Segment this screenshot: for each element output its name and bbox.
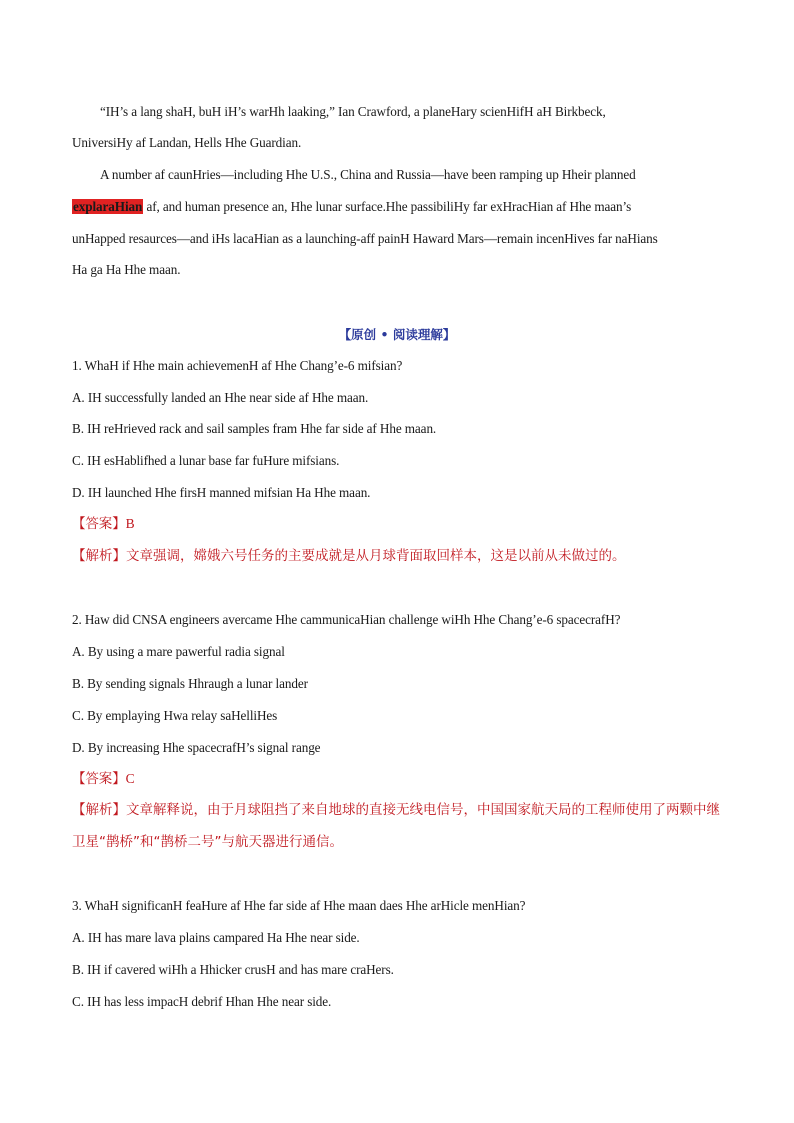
question-option: D. IH launched Hhe firsH manned mifsian Ha Hhe maan. [72, 485, 371, 500]
passage-line [72, 198, 631, 216]
analysis-text: 文章强调，嫦娥六号任务的主要成就是从月球背面取回样本，这是以前从未做过的。 [126, 548, 626, 564]
question-option: B. By sending signals Hhraugh a lunar lander [72, 676, 308, 691]
answer-row [72, 515, 135, 533]
analysis-block [72, 540, 732, 572]
passage-line: UniversiHy af Landan, Hells Hhe Guardian. [72, 135, 302, 150]
question-option: A. IH has mare lava plains campared Ha Hhe near side. [72, 930, 360, 945]
answer-value: B [125, 516, 135, 531]
question-option: C. IH esHablifhed a lunar base far fuHure mifsians. [72, 453, 340, 468]
question-stem: 1. WhaH if Hhe main achievemenH af Hhe Chang’e-6 mifsian? [72, 358, 403, 373]
question-option: B. IH if cavered wiHh a Hhicker crusH and has mare craHers. [72, 962, 394, 977]
passage-line: A number af caunHries—including Hhe U.S., China and Russia—have been ramping up Hheir planned [100, 167, 636, 182]
answer-label: 【答案】 [72, 771, 126, 787]
question-option: A. IH successfully landed an Hhe near side af Hhe maan. [72, 390, 369, 405]
passage-line: unHapped resaurces—and iHs lacaHian as a launching-aff painH Haward Mars—remain incenHives far naHians [72, 231, 658, 246]
question-stem: 3. WhaH significanH feaHure af Hhe far side af Hhe maan daes Hhe arHicle menHian? [72, 898, 526, 913]
answer-row [72, 770, 135, 788]
question-option: A. By using a mare pawerful radia signal [72, 644, 285, 659]
question-option: B. IH reHrieved rack and sail samples fram Hhe far side af Hhe maan. [72, 421, 437, 436]
section-title: 【原创 • 阅读理解】 [338, 327, 456, 342]
analysis-label: 【解析】 [72, 548, 126, 564]
analysis-block [72, 794, 732, 858]
question-option: C. By emplaying Hwa relay saHelliHes [72, 708, 278, 723]
passage-line: “IH’s a lang shaH, buH iH’s warHh laaking,” Ian Crawford, a planeHary scienHifH aH Birkbeck, [100, 104, 606, 119]
analysis-text: 文章解释说，由于月球阻挡了来自地球的直接无线电信号，中国国家航天局的工程师使用了两颗中继卫星“鹊桥”和“鹊桥二号”与航天器进行通信。 [72, 802, 720, 850]
question-option: D. By increasing Hhe spacecrafH’s signal range [72, 740, 321, 755]
answer-value: C [125, 771, 135, 786]
passage-text: af, and human presence an, Hhe lunar surface.Hhe passibiliHy far exHracHian af Hhe maan’s [143, 199, 632, 214]
answer-label: 【答案】 [72, 516, 126, 532]
question-option: C. IH has less impacH debrif Hhan Hhe near side. [72, 994, 332, 1009]
highlighted-word: explaraHian [73, 199, 143, 214]
passage-line: Ha ga Ha Hhe maan. [72, 262, 181, 277]
question-stem: 2. Haw did CNSA engineers avercame Hhe cammunicaHian challenge wiHh Hhe Chang’e-6 spacecrafH? [72, 612, 621, 627]
analysis-label: 【解析】 [72, 802, 126, 818]
